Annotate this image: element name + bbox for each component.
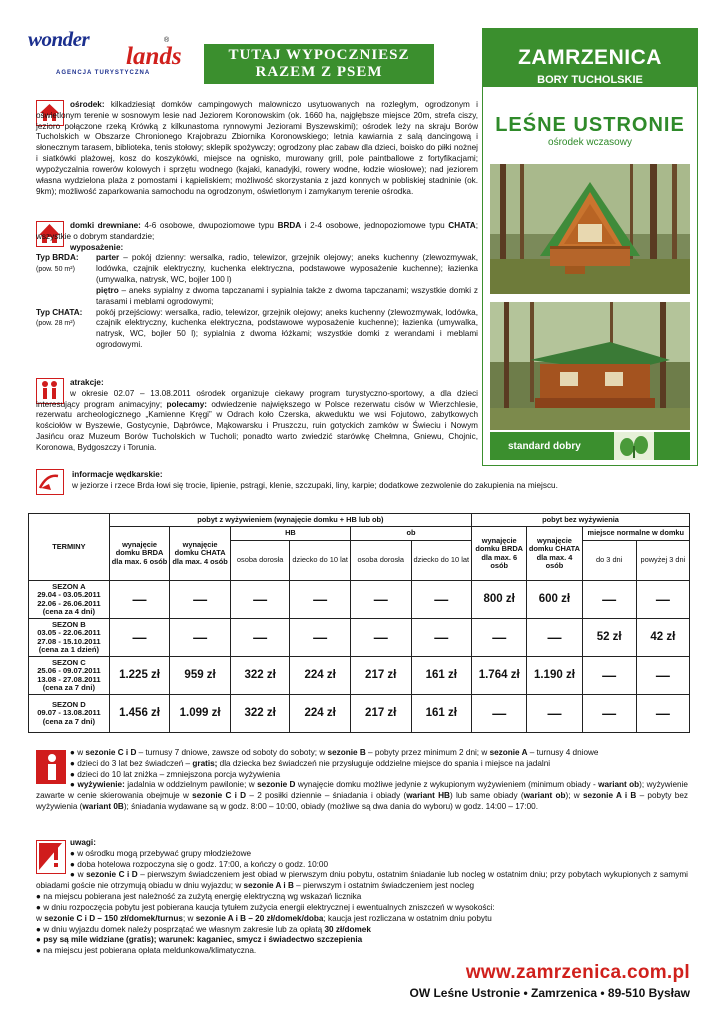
info-l3: ● dzieci do 10 lat zniżka – zmniejszona porcja wyżywienia: [70, 769, 281, 779]
info-l4h: sezonie C i D: [192, 791, 247, 801]
address: OW Leśne Ustronie • Zamrzenica • 89-510 Bysław: [409, 986, 690, 1000]
price-cell: 42 zł: [636, 619, 689, 657]
uwagi-u1: ● w ośrodku mogą przebywać grupy młodzieżowe: [70, 848, 252, 858]
slogan-banner: [204, 44, 434, 84]
table-row: [29, 657, 690, 695]
uwagi-u3b: sezonie C i D: [86, 870, 138, 880]
season-d2: 27.08 - 15.10.2011: [37, 636, 101, 646]
info-l4q: ); śniadania wydawane są w godz. 8:00 – 10:00, obiady (możliwe są dwa dania do wyboru) w godz. 14:00 – 17:00.: [123, 802, 539, 812]
info-l1a: ● w: [70, 748, 86, 757]
uwagi-section: [36, 838, 688, 957]
col-wynajecie-chata: wynajęcie domku CHATA dla max. 4 osób: [170, 527, 231, 581]
info-l4p: wariant 0B: [82, 802, 124, 812]
pietro-label: piętro: [96, 285, 119, 295]
price-cell: —: [109, 581, 170, 619]
parter-text: – pokój dzienny: wersalka, radio, telewizor, grzejnik olejowy; aneks kuchenny (zlewozmywak, lodówka, czajnik elektryczny, kuchenka elektryczna, podstawowe wyposażenie kuchenne); łazienka (umywalka, natrysk, WC, bojler 100 l): [96, 253, 478, 285]
group-bez-wyzywienia: pobyt bez wyżywienia: [472, 514, 690, 527]
price-cell: 1.190 zł: [527, 657, 582, 695]
price-cell: 1.099 zł: [170, 695, 231, 733]
uwagi-u7: ● psy są mile widziane (gratis); warunek: kaganiec, smycz i świadectwo szczepienia: [36, 935, 363, 945]
info-section: [36, 748, 688, 813]
price-cell: —: [109, 619, 170, 657]
price-cell: 161 zł: [411, 695, 472, 733]
uwagi-u3e: – pierwszym i ostatnim świadczeniem jest nocleg: [293, 881, 475, 891]
section-osrodek: [36, 100, 478, 197]
uwagi-u3c: – pierwszym świadczeniem jest obiad w pierwszym dniu pobytu, ostatnim śniadanie lub nocleg w ostatnim dniu; przy pobytach wykupionych z samymi obiadami goście nie otrzymują obiadu w dniu wyjazdu; w: [36, 870, 688, 891]
domki-chata: CHATA: [448, 221, 476, 230]
brda-size: (pow. 50 m²): [36, 266, 75, 274]
price-cell: —: [230, 619, 290, 657]
price-cell: 322 zł: [230, 695, 290, 733]
osrodek-text: kilkadziesiąt domków campingowych malowniczo usytuowanych na rozległym, ogrodzonym i oświetlonym terenie w sosnowym lesie nad Jeziorem Koronowskim (ok. 1660 ha, najgłębsze miejsce 20m, strefa ciszy, jezioro połączone rzeką Krówką z kilkunastoma rynnowymi Jeziorami Byszewskimi); ośrodek leży na skraju Borów Tucholskich w Obszarze Chronionego Krajobrazu Zbiornika Koronowskiego; letnia kawiarnia z salą dancingową i słonecznym tarasem, biblioteka, tenis stołowy; sklepik spożywczy; ogrodzony plac zabaw dla dzieci, boisko do piłki nożnej i siatkówki plażowej, kosz do koszykówki, miejsce na ognisko, murowany grill, pole paintballowe z fortyfikacjami; wypożyczalnia rowerów kolowych i sprzętu wodnego (kajaki, kanadyjki, rowery wodne, łodzie wiosłowe); nad jeziorem własna wydzielona plaża z pomostami i kąpieliskiem; możliwość skorzystania z jazd konnych w pobliskiej stadninie (ok. 9km); możliwość zaparkowania samochodu na ogrodzonym, oświetlonym i zamykanym terenie ośrodka.: [36, 100, 478, 196]
info-l4k: ) lub same obiady (: [449, 791, 524, 801]
info-l2a: ● dzieci do 3 lat bez świadczeń –: [70, 758, 193, 768]
info-l1e: – pobyty przez minimum 2 dni; w: [365, 748, 490, 757]
season-name: SEZON D: [51, 699, 86, 709]
price-cell: 217 zł: [350, 657, 411, 695]
price-cell: —: [290, 581, 351, 619]
atrakcje-label: atrakcje:: [70, 378, 104, 387]
pietro-text: – aneks sypialny z dwoma tapczanami i sypialnia także z dwoma tapczanami; wszystkie domki z tarasami i meblami ogrodowymi;: [96, 285, 478, 306]
resort-name: LEŚNE USTRONIE: [495, 114, 685, 136]
col-ob-dziecko: dziecko do 10 lat: [411, 541, 472, 581]
chata-label: Typ CHATA:: [36, 307, 83, 317]
info-l1b: sezonie C i D: [85, 748, 137, 757]
logo-reg: ®: [164, 37, 170, 44]
season-note: (cena za 7 dni): [42, 682, 96, 692]
section-wedkarskie: [72, 470, 690, 492]
uwagi-u2: ● doba hotelowa rozpoczyna się o godz. 17:00, a kończy o godz. 10:00: [70, 859, 329, 869]
fishing-icon: [36, 469, 64, 495]
season-cell: [29, 695, 110, 733]
season-cell: [29, 581, 110, 619]
wyposazenie-label: wyposażenie:: [70, 242, 124, 252]
standard-label: standard dobry: [490, 432, 690, 460]
price-cell: 224 zł: [290, 695, 351, 733]
col-hb-dorosla: osoba dorosła: [230, 541, 290, 581]
typ-brda: [36, 253, 478, 307]
slogan-line1: TUTAJ WYPOCZNIESZ: [228, 47, 410, 63]
chata-size: (pow. 28 m²): [36, 320, 75, 328]
typ-chata: [36, 308, 478, 351]
info-l4j: wariant HB: [406, 791, 450, 801]
town-title: ZAMRZENICA: [518, 46, 662, 69]
uwagi-u6a: ● w dniu wyjazdu domek należy posprzątać we własnym zakresie lub za opłatą: [36, 924, 325, 934]
resort-type: ośrodek wczasowy: [548, 137, 632, 148]
table-row: [29, 619, 690, 657]
price-cell: 224 zł: [290, 657, 351, 695]
wedkarskie-label: informacje wędkarskie:: [72, 470, 163, 479]
cabin-chata-photo: [490, 302, 690, 430]
domki-text1: 4-6 osobowe, dwupoziomowe typu: [144, 221, 278, 230]
uwagi-u5d: ; w: [182, 913, 196, 923]
info-l4b: wyżywienie:: [77, 780, 125, 790]
info-l4i: – 2 posiłki dziennie – śniadania i obiady (: [246, 791, 407, 801]
brda-label: Typ BRDA:: [36, 253, 79, 263]
info-l4g: ); wyżywienie zawarte w cenie skierowania obejmuje w: [36, 780, 688, 801]
uwagi-u5a: ● w dniu rozpoczęcia pobytu jest pobierana kaucja tytułem zużycia energii elektrycznej i ewentualnych zniszczeń w wysokości:: [36, 902, 495, 912]
season-name: SEZON A: [52, 581, 86, 591]
season-d1: 09.07 - 13.08.2011: [37, 708, 101, 718]
atrakcje-text2: odwiedzenie największego w Polsce rezerwatu cisów w Wierzchlesie, rezerwatu archeologicznego „Kamienne Kręgi” w Odrach koło Czerska, akweduktu we wsi Fojutowo, zabytkowych kościołów w Byszewie, Gostycynie, Dąbrówce, Mąkowarsku i Pruszczu, ruin gotyckich zamków w Świeciu i Nowym Jasińcu oraz Muzeum Borów Tucholskich w Tucholi; ponadto warto zwiedzić starówkę Chełmna, Gniewu, Chojnic, Koronowa, Bydgoszczy i Torunia.: [36, 399, 479, 452]
info-l4o: – pobyty bez wyżywienia (: [36, 791, 688, 812]
cabin-brda-photo: [490, 164, 690, 294]
col-powyzej-3-dni: powyżej 3 dni: [636, 541, 689, 581]
price-cell: —: [636, 695, 689, 733]
info-l4n: sezonie A i B: [582, 791, 637, 801]
price-cell: 52 zł: [582, 619, 636, 657]
info-l4d: sezonie D: [257, 780, 296, 790]
season-cell: [29, 657, 110, 695]
table-row: [29, 695, 690, 733]
uwagi-u8: ● na miejscu jest pobierana opłata meldunkowa/klimatyczna.: [36, 946, 257, 956]
info-l1c: – turnusy 7 dniowe, zawsze od soboty do soboty; w: [136, 748, 328, 757]
price-cell: 1.456 zł: [109, 695, 170, 733]
section-domki: [36, 221, 478, 351]
uwagi-label: uwagi:: [70, 838, 96, 847]
group-z-wyzywieniem: pobyt z wyżywieniem (wynajęcie domku + HB lub ob): [109, 514, 471, 527]
logo-lands: lands: [126, 43, 182, 70]
price-cell: —: [582, 657, 636, 695]
price-cell: —: [170, 581, 231, 619]
price-cell: —: [582, 581, 636, 619]
uwagi-u3a: ● w: [70, 870, 87, 880]
season-cell: [29, 619, 110, 657]
info-l4e: wynajęcie domku możliwe jedynie z wykupionym wyżywieniem (minimum obiady -: [295, 780, 599, 790]
info-l2b: gratis;: [192, 758, 218, 768]
logo-wonder: wonder: [28, 27, 90, 51]
col-ob: ob: [350, 527, 471, 541]
price-cell: 800 zł: [472, 581, 527, 619]
wonderlands-logo: [28, 26, 182, 84]
season-d1: 03.05 - 22.06.2011: [37, 628, 101, 638]
season-note: (cena za 1 dzień): [38, 644, 100, 654]
table-row: [29, 581, 690, 619]
col-wynajecie-brda-2: wynajęcie domku BRDA dla max. 6 osób: [472, 527, 527, 581]
col-wynajecie-chata-2: wynajęcie domku CHATA dla max. 4 osób: [527, 527, 582, 581]
uwagi-u3d: sezonie A i B: [243, 881, 294, 891]
price-cell: —: [290, 619, 351, 657]
price-cell: —: [170, 619, 231, 657]
price-cell: —: [582, 695, 636, 733]
col-ob-dorosla: osoba dorosła: [350, 541, 411, 581]
uwagi-u5e: sezonie A i B – 20 zł/domek/doba: [195, 913, 324, 923]
section-atrakcje: [36, 378, 478, 454]
uwagi-u5f: ; kaucja jest rozliczana w ostatnim dniu pobytu: [323, 913, 492, 923]
season-d1: 29.04 - 03.05.2011: [37, 590, 101, 600]
price-cell: —: [472, 695, 527, 733]
osrodek-label: ośrodek:: [70, 100, 105, 109]
col-hb: HB: [230, 527, 350, 541]
info-l2c: dla dziecka bez świadczeń nie przysługuje oddzielne miejsce do spania i miejsce na jadalni: [217, 758, 551, 768]
price-cell: 161 zł: [411, 657, 472, 695]
slogan-line2: RAZEM Z PSEM: [255, 64, 383, 80]
info-l1d: sezonie B: [327, 748, 366, 757]
price-cell: 600 zł: [527, 581, 582, 619]
price-table: [28, 513, 690, 733]
col-do-3-dni: do 3 dni: [582, 541, 636, 581]
logo-agency: AGENCJA TURYSTYCZNA: [56, 70, 151, 76]
info-l4c: jadalnia w oddzielnym pawilonie; w: [124, 780, 258, 790]
price-cell: 322 zł: [230, 657, 290, 695]
season-name: SEZON B: [51, 619, 86, 629]
atrakcje-text1: w okresie 02.07 – 13.08.2011 ośrodek organizuje ciekawy program turystyczno-sportowy, a dla dzieci interesujący program animacyjny;: [36, 388, 478, 409]
price-cell: —: [527, 695, 582, 733]
price-cell: —: [350, 581, 411, 619]
season-d2: 22.06 - 26.06.2011: [37, 598, 101, 608]
col-wynajecie-brda: wynajęcie domku BRDA dla max. 6 osób: [109, 527, 170, 581]
price-cell: 1.764 zł: [472, 657, 527, 695]
price-cell: —: [230, 581, 290, 619]
price-cell: 959 zł: [170, 657, 231, 695]
header-banner: [482, 28, 698, 86]
price-cell: —: [411, 619, 472, 657]
price-cell: —: [411, 581, 472, 619]
season-d1: 25.06 - 09.07.2011: [37, 666, 101, 676]
price-cell: 1.225 zł: [109, 657, 170, 695]
col-miejsce-normalne: miejsce normalne w domku: [582, 527, 689, 541]
info-l4a: ●: [70, 780, 78, 790]
price-cell: —: [636, 581, 689, 619]
season-name: SEZON C: [51, 657, 86, 667]
info-l1f: sezonie A: [489, 748, 528, 757]
chata-text: pokój przejściowy: wersalka, radio, telewizor, grzejnik olejowy; aneks kuchenny (zlewozmywak, lodówka, czajnik elektryczny, kuchenka elektryczna, podstawowe wyposażenie kuchenne); łazienka (umywalka, natrysk, WC, bojler 50 l); sypialnia z dwoma łóżkami; wszystkie domki z werandami i meblami ogrodowymi.: [96, 307, 478, 350]
domki-label: domki drewniane:: [70, 221, 141, 230]
domki-text3: ; wszystkie o dobrym standardzie;: [36, 221, 478, 241]
info-l4f: wariant ob: [598, 780, 640, 790]
price-cell: —: [636, 657, 689, 695]
oak-leaf-icon: [614, 432, 654, 460]
season-d2: 13.08 - 27.08.2011: [37, 674, 101, 684]
info-l1g: – turnusy 4 dniowe: [527, 748, 599, 757]
uwagi-u5b: w: [36, 913, 45, 923]
domki-brda: BRDA: [277, 221, 302, 230]
info-l4l: wariant ob: [523, 791, 566, 801]
uwagi-u6b: 30 zł/domek: [324, 924, 371, 934]
price-cell: —: [472, 619, 527, 657]
price-cell: —: [350, 619, 411, 657]
season-note: (cena za 4 dni): [42, 606, 96, 616]
col-terminy: TERMINY: [29, 514, 110, 581]
region-title: BORY TUCHOLSKIE: [537, 73, 643, 86]
price-cell: 217 zł: [350, 695, 411, 733]
info-l4m: ); w: [565, 791, 583, 801]
wedkarskie-text: w jeziorze i rzece Brda łowi się trocie, lipienie, pstrągi, klenie, szczupaki, liny, karpie; dodatkowe zezwolenie do zakupienia na miejscu.: [72, 480, 558, 490]
season-note: (cena za 7 dni): [42, 716, 96, 726]
price-cell: —: [527, 619, 582, 657]
uwagi-u4: ● na miejscu pobierana jest należność za zużytą energię elektryczną wg wskazań licznika: [36, 892, 362, 902]
domki-text2: i 2-4 osobowe, jednopoziomowe typu: [301, 221, 449, 230]
parter-label: parter: [96, 253, 120, 263]
website-link[interactable]: www.zamrzenica.com.pl: [465, 962, 690, 983]
col-hb-dziecko: dziecko do 10 lat: [290, 541, 351, 581]
uwagi-u5c: sezonie C i D – 150 zł/domek/turnus: [44, 913, 183, 923]
polecamy-label: polecamy:: [166, 399, 207, 409]
